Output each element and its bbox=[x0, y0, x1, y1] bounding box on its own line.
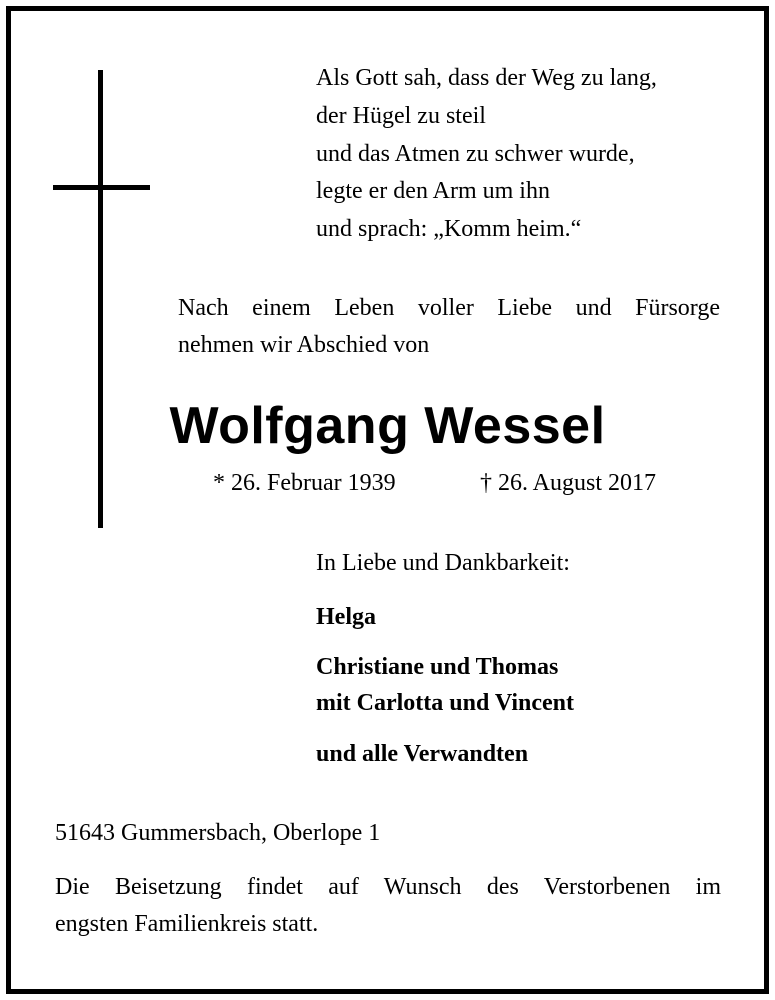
poem-line-2: der Hügel zu steil bbox=[316, 103, 486, 129]
cross-horizontal-bar bbox=[53, 185, 150, 190]
intro-line-2: nehmen wir Abschied von bbox=[178, 332, 430, 358]
deceased-name: Wolfgang Wessel bbox=[169, 397, 606, 455]
birth-date: * 26. Februar 1939 bbox=[213, 470, 396, 496]
funeral-line-1: Die Beisetzung findet auf Wunsch des Verstorbenen im bbox=[55, 874, 721, 900]
death-date: † 26. August 2017 bbox=[480, 470, 657, 496]
cross-vertical-bar bbox=[98, 70, 103, 528]
poem-line-3: und das Atmen zu schwer wurde, bbox=[316, 141, 635, 167]
poem-line-1: Als Gott sah, dass der Weg zu lang, bbox=[316, 65, 657, 91]
family-relatives: und alle Verwandten bbox=[316, 741, 529, 767]
funeral-line-2: engsten Familienkreis statt. bbox=[55, 911, 319, 937]
family-carlotta-vincent: mit Carlotta und Vincent bbox=[316, 690, 574, 716]
poem-line-5: und sprach: „Komm heim.“ bbox=[316, 216, 582, 242]
family-helga: Helga bbox=[316, 604, 376, 630]
address-line: 51643 Gummersbach, Oberlope 1 bbox=[55, 820, 381, 846]
dedication-line: In Liebe und Dankbarkeit: bbox=[316, 550, 570, 576]
intro-line-1: Nach einem Leben voller Liebe und Fürsorge bbox=[178, 295, 720, 321]
poem-line-4: legte er den Arm um ihn bbox=[316, 178, 550, 204]
family-christiane-thomas: Christiane und Thomas bbox=[316, 654, 559, 680]
